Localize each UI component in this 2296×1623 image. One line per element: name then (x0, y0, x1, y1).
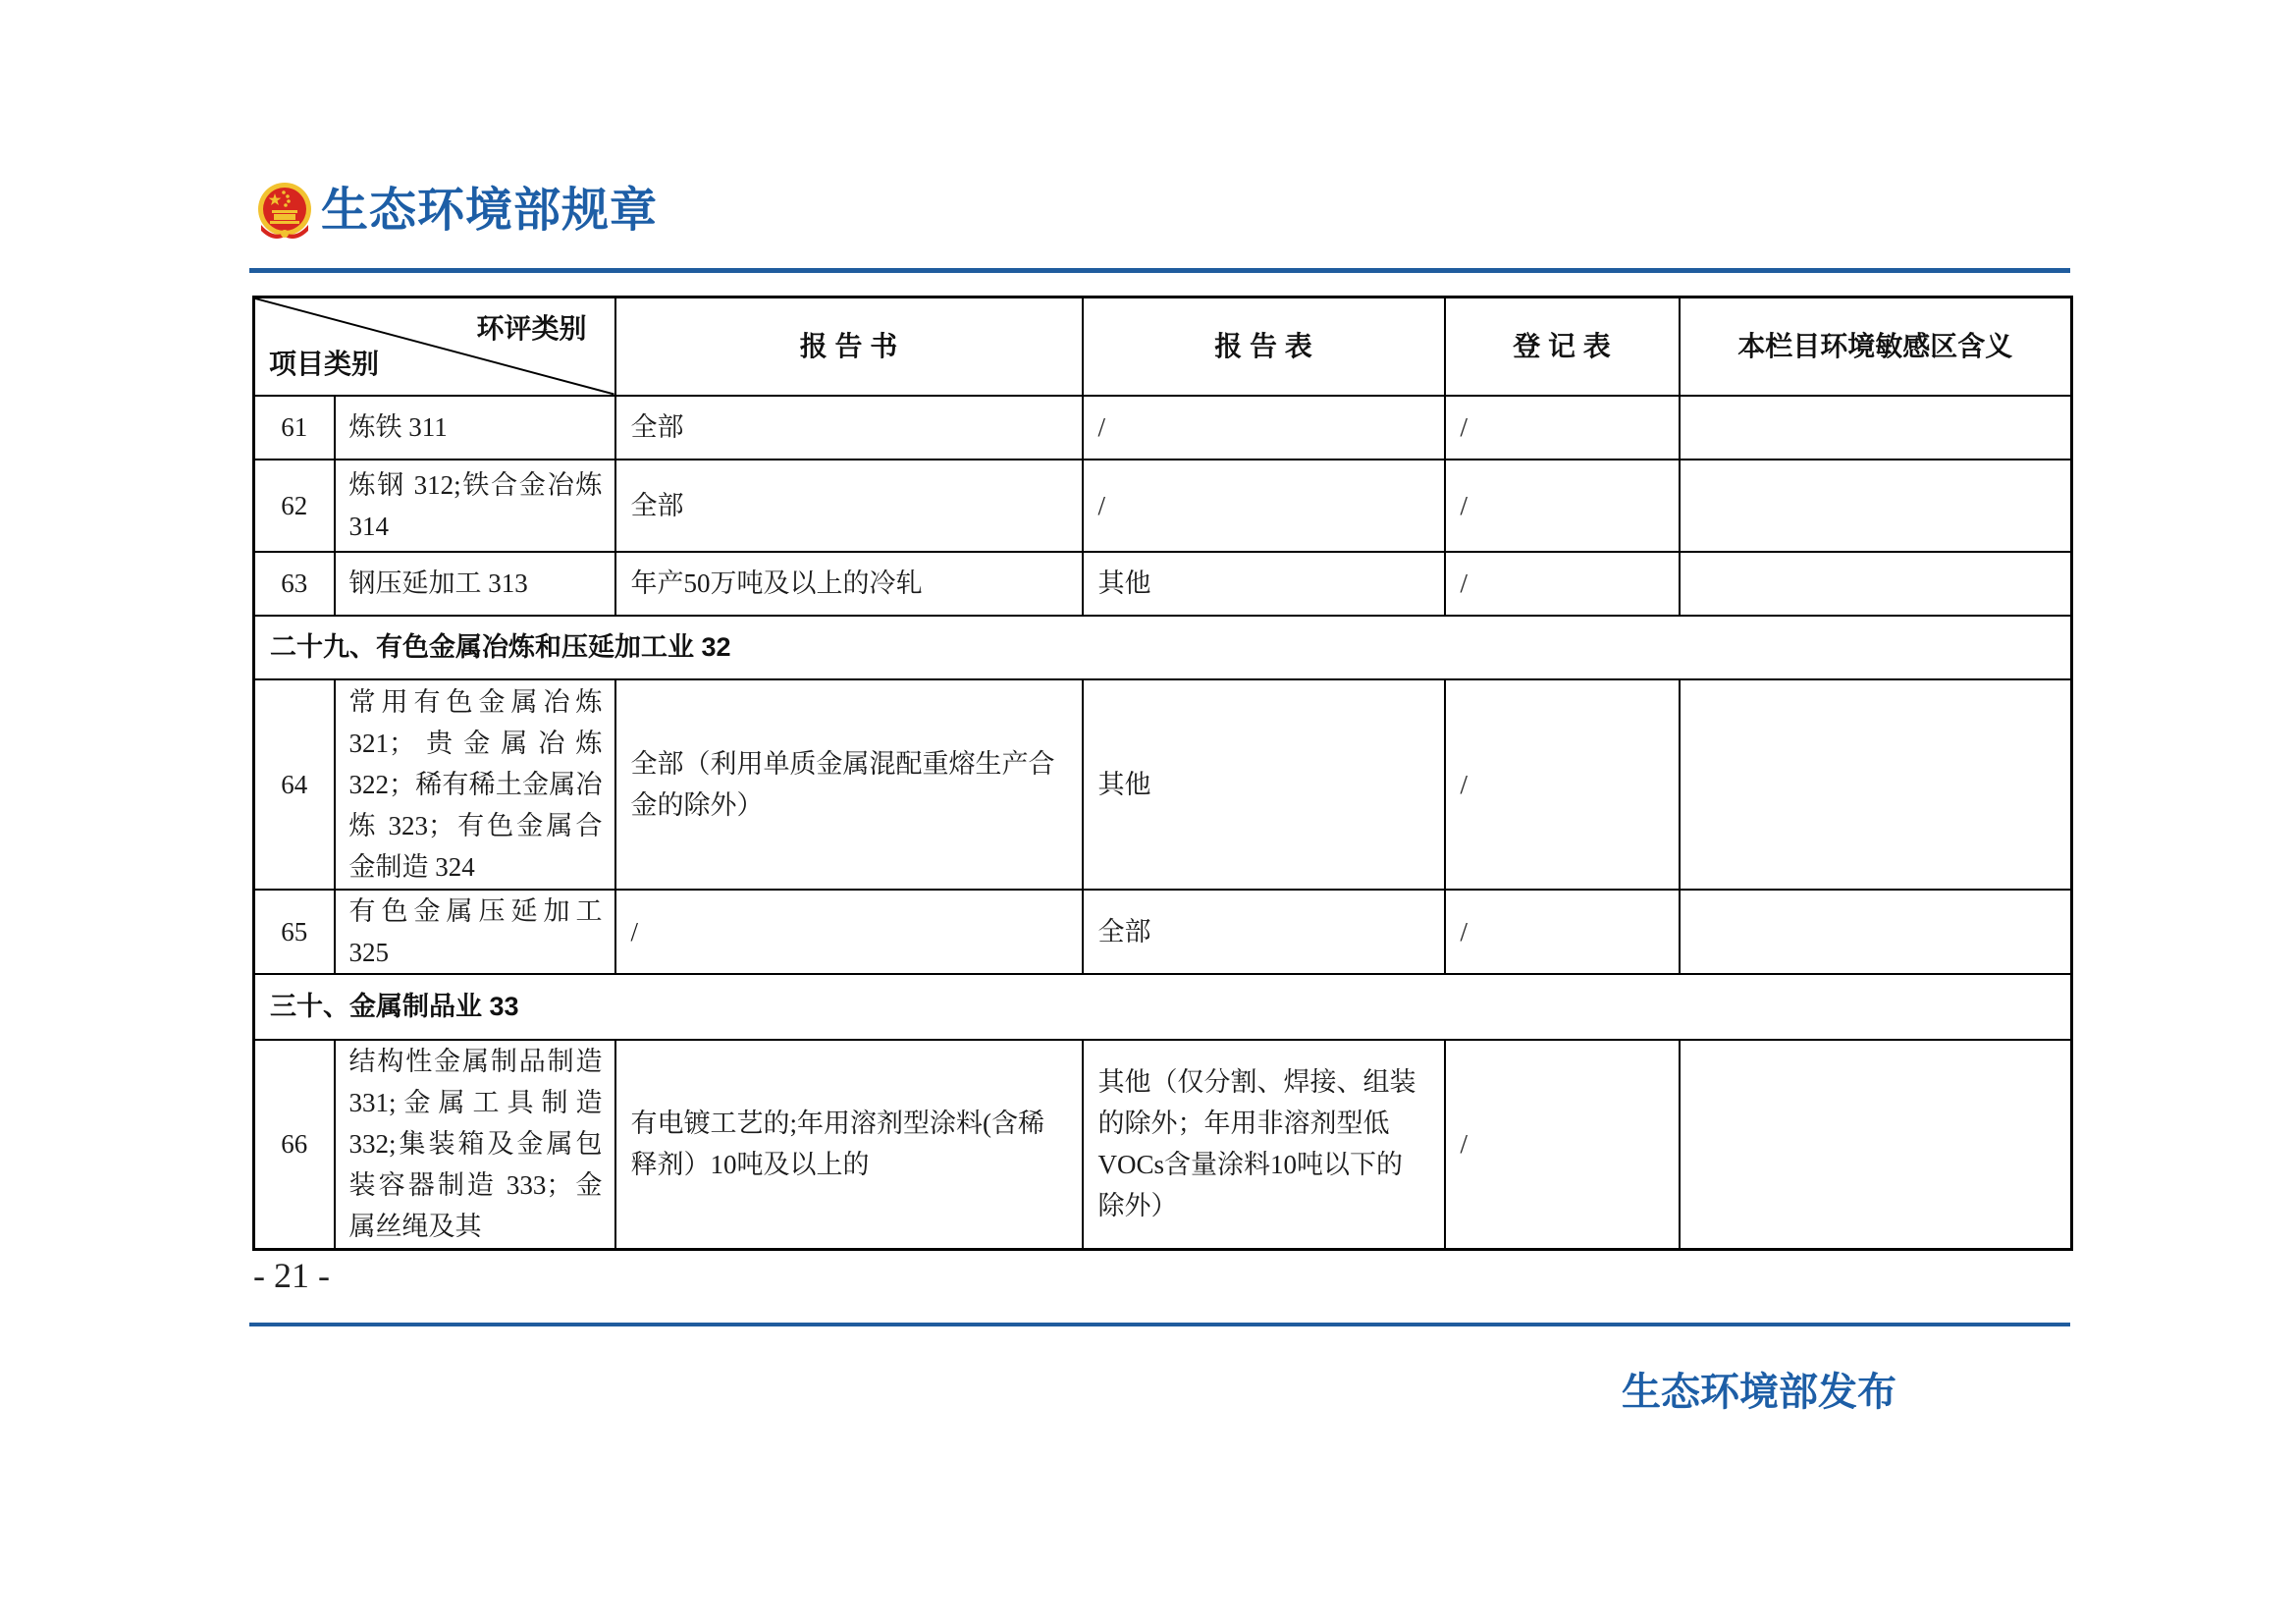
project-category: 有色金属压延加工 325 (335, 890, 615, 974)
corner-label-eia-category: 环评类别 (476, 313, 587, 344)
row-number: 62 (254, 460, 335, 552)
registration-cell: / (1445, 890, 1680, 974)
sensitive-area-cell (1680, 460, 2072, 552)
row-number: 66 (254, 1040, 335, 1250)
project-category: 钢压延加工 313 (335, 552, 615, 616)
report-book-cell: 全部 (615, 396, 1083, 460)
section-row (254, 974, 2072, 1040)
footer-divider (249, 1323, 2070, 1326)
section-row (254, 616, 2072, 679)
registration-cell: / (1445, 460, 1680, 552)
row-number: 64 (254, 679, 335, 890)
report-form-cell: / (1083, 460, 1445, 552)
report-form-cell: 其他 (1083, 679, 1445, 890)
project-category-cell (335, 1040, 615, 1250)
project-category: 炼铁 311 (335, 396, 615, 460)
page-number: - 21 - (253, 1256, 330, 1295)
section-heading: 三十、金属制品业 33 (254, 974, 2072, 1040)
project-category: 常用有色金属冶炼 321；贵金属冶炼 322；稀有稀土金属冶炼 323；有色金属合金制造 324 (335, 679, 615, 890)
report-book-cell: / (615, 890, 1083, 974)
national-emblem-icon (253, 180, 316, 243)
registration-cell: / (1445, 679, 1680, 890)
row-number: 61 (254, 396, 335, 460)
column-header-sensitive-area: 本栏目环境敏感区含义 (1680, 298, 2072, 396)
sensitive-area-cell (1680, 679, 2072, 890)
report-form-cell: 其他（仅分割、焊接、组装的除外；年用非溶剂型低VOCs含量涂料10吨以下的除外） (1083, 1040, 1445, 1250)
sensitive-area-cell (1680, 890, 2072, 974)
corner-label-project-category: 项目类别 (269, 349, 380, 379)
registration-cell: / (1445, 1040, 1680, 1250)
eia-classification-table (252, 296, 2073, 1251)
table-row (254, 1040, 2072, 1250)
registration-cell: / (1445, 396, 1680, 460)
column-header-report-book: 报 告 书 (615, 298, 1083, 396)
table-row (254, 396, 2072, 460)
column-header-report-form: 报 告 表 (1083, 298, 1445, 396)
document-series-title: 生态环境部规章 (321, 185, 659, 237)
row-number: 65 (254, 890, 335, 974)
publisher-label: 生态环境部发布 (1622, 1371, 1896, 1414)
table-row (254, 679, 2072, 890)
column-header-registration-form: 登 记 表 (1445, 298, 1680, 396)
report-book-cell: 全部（利用单质金属混配重熔生产合金的除外） (615, 679, 1083, 890)
report-book-cell: 年产50万吨及以上的冷轧 (615, 552, 1083, 616)
corner-header-cell (254, 298, 615, 396)
project-category: 炼钢 312;铁合金冶炼 314 (335, 460, 615, 552)
table-row (254, 460, 2072, 552)
table-row (254, 552, 2072, 616)
table-row (254, 890, 2072, 974)
sensitive-area-cell (1680, 552, 2072, 616)
table-header-row (254, 298, 2072, 396)
report-form-cell: / (1083, 396, 1445, 460)
header-divider (249, 268, 2070, 273)
report-book-cell: 有电镀工艺的;年用溶剂型涂料(含稀释剂）10吨及以上的 (615, 1040, 1083, 1250)
project-category: 结构性金属制品制造 331;金属工具制造 332;集装箱及金属包装容器制造 333；金属丝绳及其 (348, 1047, 603, 1242)
row-number: 63 (254, 552, 335, 616)
registration-cell: / (1445, 552, 1680, 616)
sensitive-area-cell (1680, 396, 2072, 460)
sensitive-area-cell (1680, 1040, 2072, 1250)
report-form-cell: 全部 (1083, 890, 1445, 974)
section-heading: 二十九、有色金属冶炼和压延加工业 32 (254, 616, 2072, 679)
report-book-cell: 全部 (615, 460, 1083, 552)
report-form-cell: 其他 (1083, 552, 1445, 616)
